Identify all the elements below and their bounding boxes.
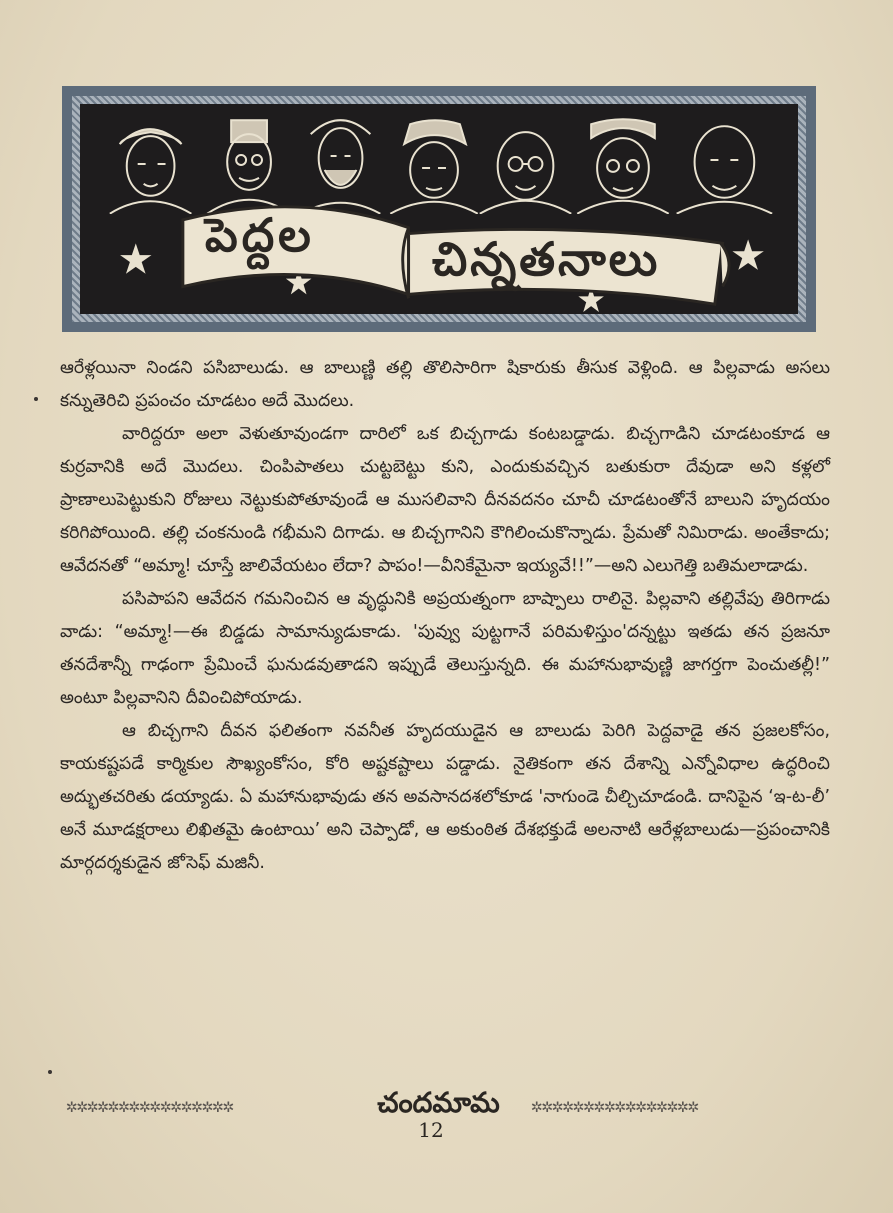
article-paragraph: ఆరేళ్లయినా నిండని పసిబాలుడు. ఆ బాలుణ్ణి తల్లి తొలిసారిగా షికారుకు తీసుక వెళ్లింది. ఆ పిల్లవాడు అసలు కన్నుతెరిచి ప్రపంచం చూడటం అదే మొదలు. [60, 358, 830, 411]
footer-ornament-left: ✲✲✲✲✲✲✲✲✲✲✲✲✲✲✲✲ [66, 1095, 234, 1117]
article-paragraph: వారిద్దరూ అలా వెళుతూవుండగా దారిలో ఒక బిచ్చగాడు కంటబడ్డాడు. బిచ్చగాడిని చూడటంకూడ ఆ కుర్రవానికి అదే మొదలు. చింపిపాతలు చుట్టబెట్టు కుని, ఎందుకువచ్చిన బతుకురా దేవుడా అని కళ్లలో ప్రాణాలుపెట్టుకుని రోజులు నెట్టుకుపోతూవుండే ఆ ముసలివాని దీనవదనం చూచీ చూడటంతోనే బాలుని హృదయం కరిగిపోయింది. తల్లి చంకనుండి గభీమని దిగాడు. ఆ బిచ్చగానిని కౌగిలించుకొన్నాడు. ప్రేమతో నిమిరాడు. అంతేకాదు; ఆవేదనతో “అమ్మా! చూస్తే జాలివేయటం లేదా? పాపం!—వీనికేమైనా ఇయ్యవే!!”—అని ఎలుగెత్తి బతిమలాడాడు. [60, 424, 830, 576]
star-icon [120, 243, 151, 273]
banner-title-part2: చిన్నతనాలు [432, 232, 661, 286]
margin-dot [48, 1070, 52, 1074]
article-paragraph: ఆ బిచ్చగాని దీవన ఫలితంగా నవనీత హృదయుడైన ఆ బాలుడు పెరిగి పెద్దవాడై తన ప్రజలకోసం, కాయకష్టపడే కార్మికుల సౌఖ్యంకోసం, కోరి అష్టకష్టాలు పడ్డాడు. నైతికంగా తన దేశాన్ని ఎన్నోవిధాల ఉద్ధరించి అద్భుతచరితు డయ్యాడు. ఏ మహానుభావుడు తన అవసానదశలోకూడ 'నాగుండె చీల్చిచూడండి. దానిపైన ‘ఇ-ట-లీ’ అనే మూడక్షరాలు లిఖితమై ఉంటాయి’ అని చెప్పాడో, ఆ అకుంఠిత దేశభక్తుడే అలనాటి ఆరేళ్లబాలుడు—ప్రపంచానికి మార్గదర్శకుడైన జోసెఫ్ మజినీ. [60, 721, 830, 873]
page-number: 12 [418, 1118, 444, 1142]
article-body [60, 352, 830, 880]
footer-ornament-right: ✲✲✲✲✲✲✲✲✲✲✲✲✲✲✲✲ [531, 1095, 699, 1117]
header-banner [62, 86, 816, 332]
banner-artwork [80, 104, 798, 314]
star-icon [732, 239, 763, 269]
article-paragraph: పసిపాపని ఆవేదన గమనించిన ఆ వృద్ధునికి అప్రయత్నంగా బాష్పాలు రాలినై. పిల్లవాని తల్లివేపు తిరిగాడు వాడు: “అమ్మా!—ఈ బిడ్డడు సామాన్యుడుకాడు. 'పువ్వు పుట్టగానే పరిమళిస్తుం'దన్నట్టు ఇతడు తన ప్రజనూ తనదేశాన్నీ గాఢంగా ప్రేమించే ఘనుడవుతాడని ఇప్పుడే తెలుస్తున్నది. ఈ మహానుభావుణ్ణి జాగర్తగా పెంచుతల్లీ!” అంటూ పిల్లవానిని దీవించిపోయాడు. [60, 589, 830, 708]
margin-dot [34, 397, 38, 401]
banner-title-part1: పెద్దల [205, 208, 315, 262]
magazine-name: చందమామ [377, 1086, 500, 1119]
